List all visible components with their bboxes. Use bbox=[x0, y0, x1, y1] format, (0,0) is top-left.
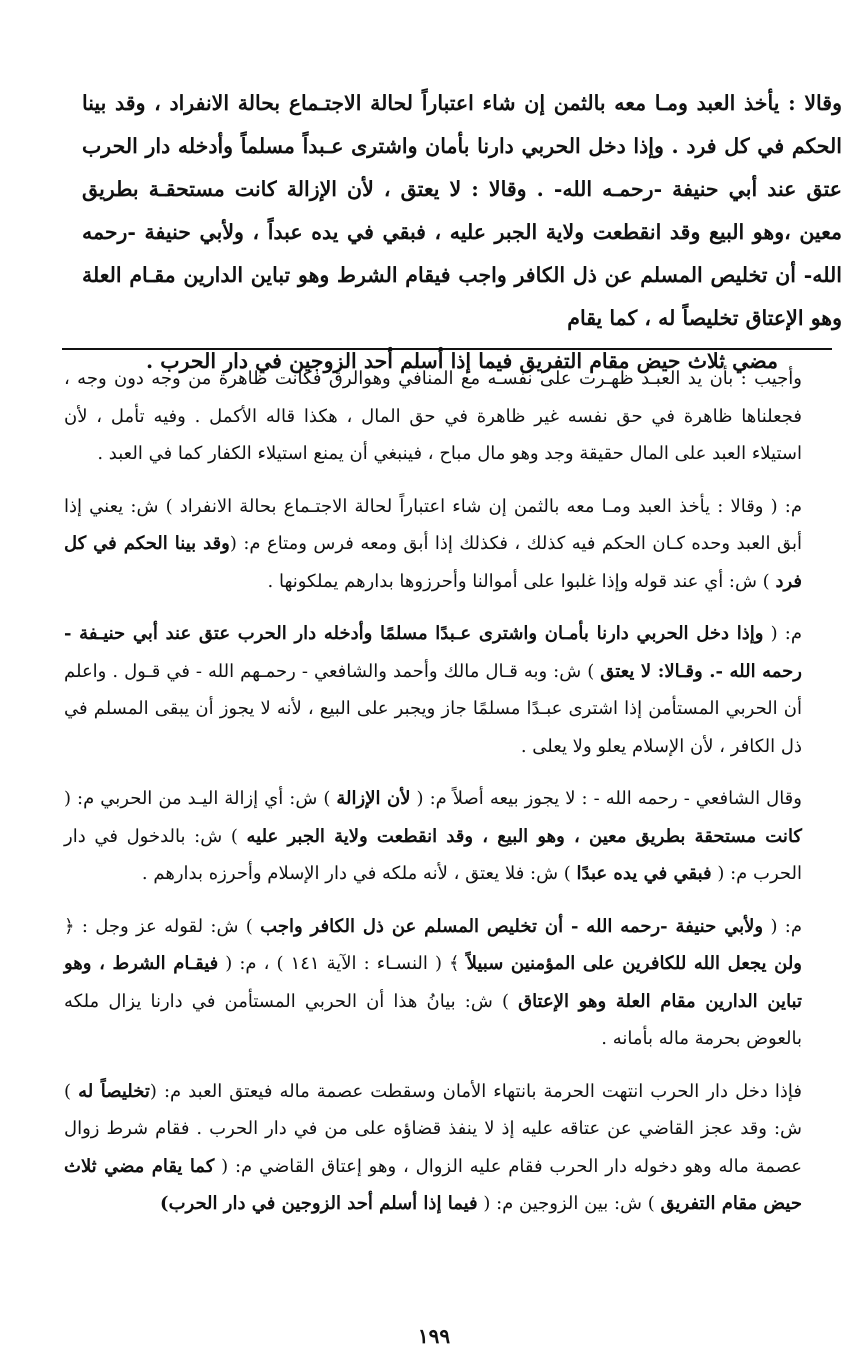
quoted-text: وقد بينا الحكم في كل فرد bbox=[64, 533, 802, 592]
marker-text: ) bbox=[160, 1193, 169, 1214]
quoted-text: كما يقام مضي ثلاث حيض مقام التفريق bbox=[64, 1155, 802, 1214]
quoted-text: تخليصاً له bbox=[78, 1080, 150, 1102]
main-text-last-line: مضي ثلاث حيض مقام التفريق فيما إذا أسلم أحد الزوجين في دار الحرب . bbox=[146, 349, 778, 373]
explanation-text: فإذا دخل دار الحرب انتهت الحرمة بانتهاء الأمان وسقطت عصمة ماله فيعتق العبد م: ( bbox=[149, 1080, 803, 1102]
commentary-paragraph-2 bbox=[64, 488, 836, 601]
explanation-text: ) ش: بين الزوجين م: ( bbox=[477, 1193, 661, 1214]
quoted-text: ولأبي حنيفة -رحمه الله - أن تخليص المسلم عن ذل الكافر واجب bbox=[260, 915, 764, 937]
explanation-text: ﴾ ( النسـاء : الآية ١٤١ ) ، م: ( bbox=[218, 953, 467, 974]
quoted-text: فيما إذا أسلم أحد الزوجين في دار الحرب bbox=[168, 1193, 478, 1214]
explanation-text: ) ش: لقوله عز وجل : ﴿ bbox=[64, 915, 261, 937]
commentary-paragraph-3 bbox=[64, 615, 836, 765]
explanation-text: ) ش: وقد عجز القاضي عن عتاقه عليه إذ لا ينفذ قضاؤه على من في دار الحرب . فقام شرط زوال عصمة ماله وهو دخوله دار الحرب فقام عليه الزوال ، وهو إعتاق القاضي م: ( bbox=[64, 1080, 803, 1177]
explanation-text: ) ش: يعني إذا أبق العبد وحده كـان الحكم فيه كذلك ، فكذلك إذا أبق ومعه فرس ومتاع م: ( bbox=[64, 495, 802, 554]
quoted-text: وإذا دخل الحربي دارنا بأمـان واشترى عـبدًا مسلمًا وأدخله دار الحرب عتق عند أبي حنيـفة - رحمه الله -. وقـالا: لا يعتق bbox=[64, 623, 802, 682]
commentary-paragraph-5 bbox=[64, 908, 836, 1058]
quoted-text: لأن الإزالة bbox=[336, 788, 411, 809]
explanation-text: ) ش: أي عند قوله وإذا غلبوا على أموالنا وأحرزوها بدارهم يملكونها . bbox=[267, 570, 776, 592]
commentary-paragraph-6 bbox=[64, 1073, 836, 1223]
explanation-text: ) ش: فلا يعتق ، لأنه ملكه في دار الإسلام وأحرزه بدارهم . bbox=[141, 863, 577, 884]
explanation-text: ) ش: أي إزالة اليـد من الحربي م: ( bbox=[64, 788, 337, 809]
marker-text: م: ( bbox=[770, 495, 803, 517]
main-text bbox=[82, 82, 842, 383]
explanation-text: ) ش: بالدخول في دار الحرب م: ( bbox=[64, 825, 802, 884]
quoted-text: فيقـام الشرط ، وهو تباين الدارين مقام العلة وهو الإعتاق bbox=[64, 953, 802, 1012]
quoted-text: كانت مستحقة بطريق معين ، وهو البيع ، وقد انقطعت ولاية الجبر عليه bbox=[246, 825, 802, 847]
main-text-body: وقالا : يأخذ العبد ومـا معه بالثمن إن شاء اعتباراً لحالة الاجتـماع بحالة الانفراد ، وقد بينا الحكم في كل فرد . وإذا دخل الحربي دارنا بأمان واشترى عـبداً مسلماً وأدخله دار الحرب عتق عند أبي حنيفة -رحمـه الله- . وقالا : لا يعتق ، لأن الإزالة كانت مستحقـة بطريق معين ،وهو البيع وقد انقطعت ولاية الجبر عليه ، فبقي في يده عبداً ، ولأبي حنيفة -رحمه الله- أن تخليص المسلم عن ذل الكافر واجب فيقام الشرط وهو تباين الدارين مقـام العلة وهو الإعتاق تخليصاً له ، كما يقام bbox=[82, 91, 842, 330]
commentary bbox=[64, 360, 836, 1223]
marker-text: م: ( bbox=[763, 915, 803, 937]
commentary-paragraph-1: وأجيب : بأن يد العبـد ظهـرت على نفسـه مع المنافي وهوالرق فكانت ظاهرة من وجه دون وجه ، فجعلناها ظاهرة في حق نفسه غير ظاهرة في حق المال ، هكذا قاله الأكمل . وفيه تأمل ، لأن استيلاء العبد على المال حقيقة وجد وهو مال مباح ، فينبغي أن يمنع استيلاء الكفار كما في العبد . bbox=[64, 368, 802, 464]
quran-verse: ولن يجعل الله للكافرين على المؤمنين سبيلاً bbox=[466, 953, 803, 974]
quoted-text: فبقي في يده عبدًا bbox=[576, 863, 712, 884]
quoted-text: وقالا : يأخذ العبد ومـا معه بالثمن إن شاء اعتباراً لحالة الاجتـماع بحالة الانفراد bbox=[172, 495, 771, 517]
separator-line bbox=[62, 348, 832, 350]
explanation-text: ) ش: وبه قـال مالك وأحمد والشافعي - رحمـهم الله - في قـول . واعلم أن الحربي المستأمن إذا اشترى عبـدًا مسلمًا جاز ويجبر على البيع ، لأنه لا يجوز أن يبقى المسلم في ذل الكافر ، لأن الإسلام يعلو ولا يعلى . bbox=[64, 660, 802, 757]
marker-text: م: ( bbox=[763, 623, 802, 644]
commentary-paragraph-4 bbox=[64, 780, 836, 893]
explanation-text: ) ش: بيانُ هذا أن الحربي المستأمن في دارنا يزال ملكه بالعوض بحرمة ماله بأمانه . bbox=[64, 990, 802, 1049]
explanation-text: وقال الشافعي - رحمه الله - : لا يجوز بيعه أصلاً م: ( bbox=[410, 788, 802, 809]
page-number: ١٩٩ bbox=[417, 1324, 451, 1348]
